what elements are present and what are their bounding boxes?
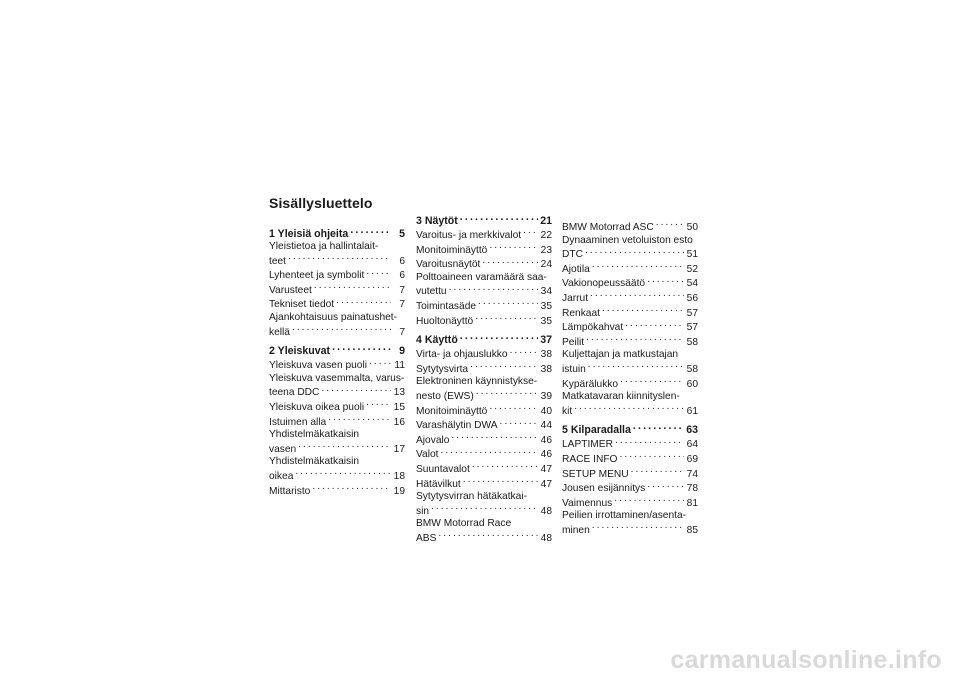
page-number: 85 [686,524,698,536]
toc-entry-title: vutettu [416,286,447,298]
toc-entry-title: oikea [269,470,294,482]
toc-entry-title: Jousen esijännitys [562,483,646,495]
toc-chapter-3[interactable] [416,214,552,228]
toc-entry[interactable] [269,400,405,415]
toc-entry-title: Varashälytin DWA [416,420,498,432]
dot-leader [438,531,538,541]
page-number: 63 [686,424,698,437]
toc-entry-title: Yleiskuva oikea puoli [269,401,365,413]
toc-entry-title: Istuimen alla [269,416,327,428]
dot-leader [586,335,684,345]
toc-entry-title: Ajotila [562,263,590,275]
toc-entry-title: DTC [562,249,583,261]
dot-leader [588,362,684,372]
toc-entry-title: 4 Käyttö [416,334,458,347]
toc-entry-line: Elektroninen käynnistykse- [416,376,538,388]
page-number: 57 [686,322,698,334]
toc-entry[interactable] [562,496,698,511]
page-number: 50 [686,222,698,233]
toc-entry[interactable] [416,284,552,299]
dot-leader [592,262,684,272]
toc-entry-title: 5 Kilparadalla [562,424,631,437]
page-number: 35 [540,300,552,312]
page-number: 81 [686,497,698,509]
page-number: 7 [399,326,405,338]
page-number: 48 [540,505,552,517]
dot-leader [478,299,538,309]
toc-entry[interactable] [562,262,698,277]
toc-entry-title: Valot [416,449,439,461]
toc-entry[interactable] [416,347,552,362]
dot-leader [523,228,538,238]
watermark: carmanualsonline.info [670,646,942,674]
toc-entry-title: Varoitusnäytöt [416,259,481,271]
toc-entry-title: RACE INFO [562,453,618,465]
page-number: 35 [540,315,552,327]
page-number: 11 [394,360,405,372]
dot-leader [460,214,538,224]
toc-entry-title: Vakionopeussäätö [562,278,646,290]
page-number: 38 [540,363,552,375]
toc-entry-title: sin [416,505,430,517]
dot-leader [510,347,538,357]
toc-entry[interactable] [416,362,552,377]
toc-entry-title: 2 Yleiskuvat [269,345,331,358]
page-number: 16 [393,416,405,428]
toc-entry-line: BMW Motorrad Race [416,518,512,530]
page-number: 6 [399,255,405,267]
page-number: 64 [686,439,698,451]
page-number: 7 [399,299,405,311]
page-number: 39 [540,390,552,402]
page-title: Sisällysluettelo [269,195,373,211]
page-number: 15 [393,401,405,413]
dot-leader [332,344,391,354]
page-number: 46 [540,434,552,446]
toc-entry[interactable] [562,306,698,321]
toc-entry[interactable] [562,467,698,482]
page-number: 78 [686,483,698,495]
toc-entry-title: Yleiskuva vasen puoli [269,360,367,372]
toc-entry[interactable] [269,415,405,430]
toc-entry[interactable] [269,297,405,312]
dot-leader [625,320,684,330]
toc-entry[interactable] [416,243,552,258]
toc-entry[interactable] [562,291,698,306]
toc-entry[interactable] [562,276,698,291]
toc-entry-title: Suuntavalot [416,463,470,475]
toc-entry[interactable] [416,418,552,433]
toc-entry-line: Yhdistelmäkatkaisin [269,456,360,468]
toc-entry[interactable] [562,481,698,496]
toc-entry[interactable] [416,447,552,462]
toc-entry-line: Peilien irrottaminen/asenta- [562,510,687,522]
toc-entry-line: Sytytysvirran hätäkatkai- [416,491,527,503]
dot-leader [314,283,391,293]
toc-entry-title: Jarrut [562,292,589,304]
dot-leader [295,469,391,479]
page-number: 74 [686,468,698,480]
dot-leader [298,442,391,452]
dot-leader [460,333,538,343]
dot-leader [463,477,538,487]
toc-entry-line: Yleistietoa ja hallintalait- [269,241,379,252]
page-number: 47 [540,463,552,475]
page-number: 44 [540,420,552,432]
toc-entry[interactable] [416,462,552,477]
toc-entry[interactable] [416,433,552,448]
page-number: 21 [540,215,552,227]
toc-entry-line: Kuljettajan ja matkustajan [562,349,679,361]
page-number: 57 [686,307,698,319]
toc-entry-line: Ajankohtaisuus painatushet- [269,311,397,323]
dot-leader [620,377,684,387]
dot-leader [631,467,684,477]
toc-entry-title: teet [269,255,286,267]
dot-leader [336,297,391,307]
dot-leader [647,481,684,491]
toc-entry-title: ABS [416,532,437,544]
page-number: 54 [686,278,698,290]
dot-leader [633,423,684,433]
toc-entry[interactable] [269,325,405,340]
toc-entry-title: vasen [269,443,297,455]
toc-entry-title: Tekniset tiedot [269,299,335,311]
dot-leader [292,325,391,335]
dot-leader [489,404,538,414]
toc-entry-line: Polttoaineen varamäärä saa- [416,271,547,283]
toc-entry-title: Toimintasäde [416,300,477,312]
toc-entry-title: minen [562,524,590,536]
toc-entry-title: Huoltonäyttö [416,315,474,327]
toc-column-2 [416,214,552,545]
toc-entry[interactable] [562,377,698,392]
toc-entry-title: LAPTIMER [562,439,613,451]
page-number: 37 [540,334,552,347]
toc-entry-line: Dynaaminen vetoluiston esto [562,234,693,246]
page-number: 46 [540,449,552,461]
page-number: 24 [540,259,552,271]
toc-entry-line: Yleiskuva vasemmalta, varus- [269,372,405,384]
dot-leader [321,385,391,395]
toc-entry[interactable] [562,362,698,377]
toc-entry[interactable] [416,389,552,404]
toc-entry-title: kit [562,405,573,417]
toc-entry-title: Monitoiminäyttö [416,405,488,417]
page-number: 13 [393,387,405,399]
toc-entry-title: Peilit [562,336,585,348]
dot-leader [602,306,684,316]
dot-leader [615,437,684,447]
toc-entry[interactable] [416,257,552,272]
toc-entry-title: BMW Motorrad ASC [562,222,654,233]
toc-entry-title: Monitoiminäyttö [416,244,488,256]
toc-chapter-4[interactable] [416,333,552,347]
dot-leader [574,404,684,414]
dot-leader [440,447,538,457]
page-number: 51 [686,249,698,261]
toc-entry-title: Lämpökahvat [562,322,624,334]
page-number: 17 [393,443,405,455]
page-number: 7 [399,284,405,296]
page-number: 38 [540,349,552,361]
page-number: 22 [540,230,552,241]
dot-leader [592,523,684,533]
page-number: 69 [686,453,698,465]
toc-entry[interactable] [269,358,405,373]
toc-column-3 [562,220,698,537]
page-number: 58 [686,363,698,375]
dot-leader [328,415,391,425]
toc-entry[interactable] [562,437,698,452]
toc-chapter-2[interactable] [269,344,405,358]
page-number: 48 [540,532,552,544]
toc-entry-title: nesto (EWS) [416,390,474,402]
dot-leader [431,504,538,514]
dot-leader [470,362,538,372]
toc-entry[interactable] [562,523,698,538]
page-number: 19 [393,485,405,497]
dot-leader [369,358,391,368]
toc-entry[interactable] [562,404,698,419]
toc-entry[interactable] [269,283,405,298]
page-number: 23 [540,244,552,256]
toc-entry[interactable] [562,320,698,335]
toc-entry-title: Sytytysvirta [416,363,469,375]
toc-entry-title: Hätävilkut [416,478,461,490]
toc-entry[interactable] [269,484,405,499]
toc-column-1 [269,227,405,498]
dot-leader [449,284,538,294]
toc-entry-title: Kypärälukko [562,378,619,390]
toc-entry[interactable] [416,477,552,492]
page-number: 52 [686,263,698,275]
toc-entry[interactable] [416,228,552,243]
toc-entry-title: Varoitus- ja merkkivalot [416,230,522,241]
toc-entry-title: Ajovalo [416,434,450,446]
dot-leader [500,418,538,428]
toc-entry-line: Matkatavaran kiinnityslen- [562,391,680,403]
dot-leader [472,462,538,472]
page-number: 61 [686,405,698,417]
toc-entry-title: kellä [269,326,290,338]
toc-entry[interactable] [269,254,405,269]
dot-leader [482,257,538,267]
page-number: 60 [686,378,698,390]
toc-entry[interactable] [269,442,405,457]
toc-entry[interactable] [269,469,405,484]
toc-entry[interactable] [416,314,552,329]
toc-entry[interactable] [416,531,552,546]
page-number: 58 [686,336,698,348]
toc-chapter-5[interactable] [562,423,698,437]
page-number: 56 [686,292,698,304]
toc-entry-title: Varusteet [269,284,312,296]
toc-entry-title: teena DDC [269,387,320,399]
toc-entry[interactable] [562,335,698,350]
toc-entry[interactable] [562,247,698,262]
toc-entry-title: Renkaat [562,307,600,319]
toc-entry-title: Mittaristo [269,485,311,497]
dot-leader [366,268,391,278]
toc-entry-title: 1 Yleisiä ohjeita [269,228,349,240]
toc-entry-title: 3 Näytöt [416,215,458,227]
dot-leader [585,247,684,257]
dot-leader [451,433,538,443]
toc-entry[interactable] [269,268,405,283]
toc-entry-title: Virta- ja ohjauslukko [416,349,508,361]
dot-leader [312,484,391,494]
page-number: 34 [540,286,552,298]
dot-leader [656,220,684,230]
page-number: 40 [540,405,552,417]
toc-entry[interactable] [416,504,552,519]
page-number: 47 [540,478,552,490]
dot-leader [366,400,391,410]
toc-entry-title: istuin [562,363,586,375]
dot-leader [476,389,538,399]
dot-leader [590,291,684,301]
page-number: 18 [393,470,405,482]
toc-entry-title: Lyhenteet ja symbolit [269,270,365,282]
toc-entry-line: Yhdistelmäkatkaisin [269,429,360,441]
page-number: 6 [399,270,405,282]
toc-chapter-1[interactable] [269,227,405,241]
page-number: 9 [399,345,405,358]
toc-entry[interactable] [562,452,698,467]
page-number: 5 [399,228,405,240]
dot-leader [288,254,391,264]
dot-leader [350,227,391,237]
dot-leader [619,452,684,462]
toc-entry[interactable] [269,385,405,400]
dot-leader [475,314,538,324]
toc-entry[interactable] [562,220,698,235]
toc-entry[interactable] [416,404,552,419]
dot-leader [614,496,684,506]
dot-leader [647,276,684,286]
toc-entry-title: Vaimennus [562,497,613,509]
toc-entry[interactable] [416,299,552,314]
toc-entry-title: SETUP MENU [562,468,629,480]
dot-leader [489,243,538,253]
